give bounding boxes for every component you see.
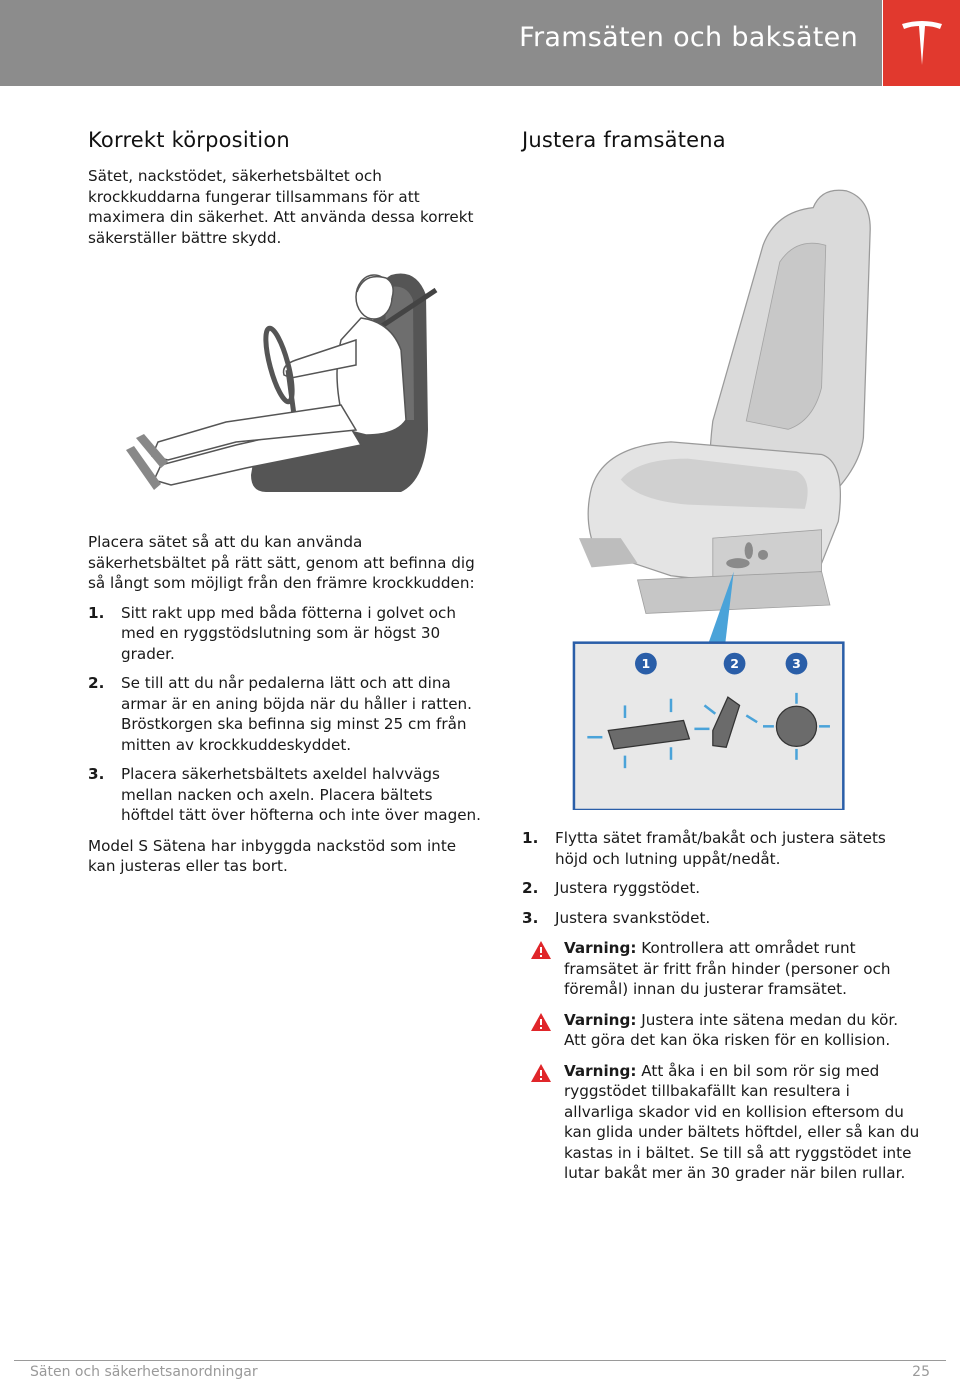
tesla-logo (883, 0, 960, 86)
page-number: 25 (912, 1364, 930, 1380)
warnings (522, 938, 922, 1184)
footer-section-name: Säten och säkerhetsanordningar (30, 1364, 258, 1380)
warning-triangle-icon (530, 1012, 552, 1032)
warning-block (522, 1061, 922, 1184)
intro-paragraph: Sätet, nackstödet, säkerhetsbältet och krockkuddarna fungerar tillsammans för att maximera din säkerhet. Att använda dessa korrekt säkerställer bättre skydd. (88, 167, 474, 247)
list-number: 3. (88, 765, 105, 783)
seat-controls-illustration (542, 170, 892, 810)
list-text: Se till att du når pedalerna lätt och att dina armar är en aning böjda när du håller i ratten. Bröstkorgen ska befinna sig minst 25 cm från mitten av krockkuddeskyddet. (121, 674, 472, 754)
warning-text: Att åka i en bil som rör sig med ryggstödet tillbakafällt kan resultera i allvarliga skador vid en kollision eftersom du kan glida under bältets höftdel, eller så kan du kastas in i bältet. Se till så att ryggstödet inte lutar bakåt mer än 30 grader när bilen rullar. (564, 1061, 920, 1182)
section-heading-driving-position: Korrekt körposition (88, 128, 290, 152)
callout-label-2: 2 (730, 655, 739, 671)
list-number: 2. (522, 879, 539, 897)
tesla-logo-icon (900, 20, 944, 66)
section-heading-adjust-seats: Justera framsätena (522, 128, 726, 152)
warning-text: Justera inte sätena medan du kör. Att göra det kan öka risken för en kollision. (564, 1010, 899, 1049)
list-item (88, 764, 484, 826)
list-text: Sitt rakt upp med båda fötterna i golvet och med en ryggstödslutning som är högst 30 grader. (121, 603, 456, 663)
warning-text: Kontrollera att området runt framsätet är fritt från hinder (personer och föremål) innan du justerar framsätet. (564, 939, 891, 998)
positioning-paragraph: Placera sätet så att du kan använda säkerhetsbältet på rätt sätt, genom att befinna dig så långt som möjligt från den främre krockkudden: (88, 533, 475, 592)
list-item (88, 673, 484, 755)
warning-block (522, 1010, 922, 1051)
warning-label: Varning: (564, 1061, 637, 1080)
list-item (522, 878, 922, 899)
list-number: 2. (88, 674, 105, 692)
list-text: Placera säkerhetsbältets axeldel halvvägs mellan nacken och axeln. Placera bältets höftdel tätt över höfterna och inte över magen. (121, 765, 482, 824)
page-title: Framsäten och baksäten (519, 22, 858, 53)
warning-triangle-icon (530, 1063, 552, 1083)
list-item (522, 828, 922, 869)
warning-block (522, 938, 922, 1000)
right-column (522, 128, 922, 1184)
list-item (522, 908, 922, 929)
list-item (88, 603, 484, 665)
list-number: 1. (88, 603, 105, 622)
callout-label-3: 3 (792, 655, 801, 671)
driver-position-illustration (116, 270, 456, 500)
warning-triangle-icon (530, 940, 552, 960)
warning-label: Varning: (564, 1010, 637, 1029)
list-text: Flytta sätet framåt/bakåt och justera sätets höjd och lutning uppåt/nedåt. (555, 829, 886, 868)
adjustment-steps (522, 828, 922, 928)
warning-label: Varning: (564, 939, 637, 957)
callout-label-1: 1 (641, 655, 651, 671)
left-column (88, 128, 484, 877)
list-number: 3. (522, 908, 539, 927)
list-text: Justera ryggstödet. (555, 879, 701, 897)
list-number: 1. (522, 829, 539, 847)
positioning-steps (88, 603, 484, 826)
footer-divider (14, 1360, 946, 1361)
headrest-note: Model S Sätena har inbyggda nackstöd som inte kan justeras eller tas bort. (88, 836, 457, 875)
list-text: Justera svankstödet. (555, 908, 711, 927)
